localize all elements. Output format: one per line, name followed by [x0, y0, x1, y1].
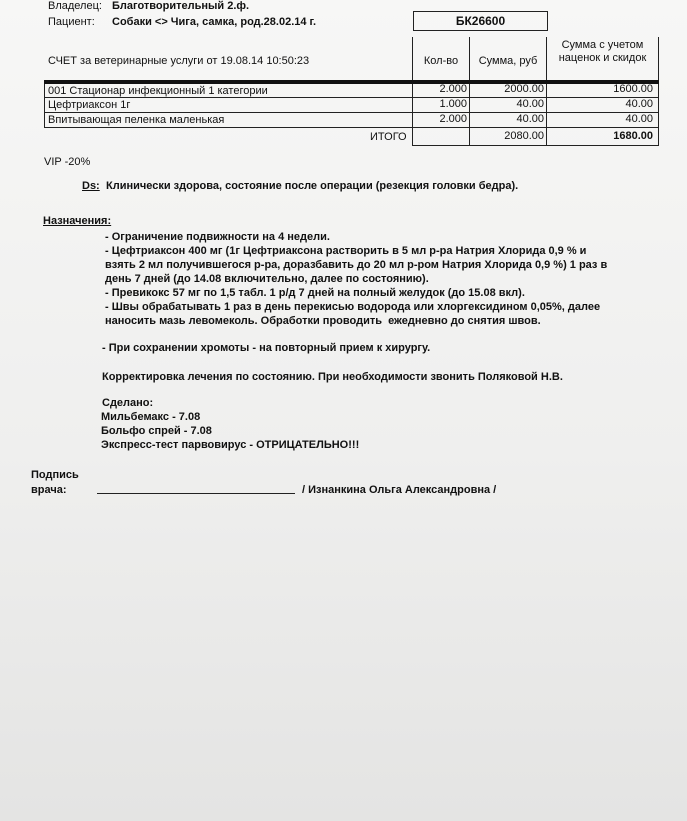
- row-discounted-sum: 40.00: [625, 98, 653, 110]
- row-discounted-sum: 40.00: [625, 113, 653, 125]
- signature-line: [97, 493, 295, 494]
- signature-label: Подпись врача:: [31, 469, 79, 496]
- patient-label: Пациент:: [48, 16, 95, 28]
- prescription-line: - Превикокс 57 мг по 1,5 табл. 1 р/д 7 дней на полный желудок (до 15.08 вкл).: [105, 287, 525, 299]
- done-item: Мильбемакс - 7.08: [101, 411, 201, 423]
- invoice-title: СЧЕТ за ветеринарные услуги от 19.08.14 10:50:23: [48, 55, 310, 67]
- done-label: Сделано:: [102, 397, 154, 409]
- column-header-qty: Кол-во: [423, 55, 459, 67]
- prescription-line: день 7 дней (до 14.08 включительно, далее по состоянию).: [105, 273, 429, 285]
- prescription-line: наносить мазь левомеколь. Обработки проводить ежедневно до снятия швов.: [105, 315, 541, 327]
- total-discounted-sum: 1680.00: [613, 130, 653, 142]
- diagnosis-value: Клинически здорова, состояние после операции (резекция головки бедра).: [106, 180, 519, 192]
- done-item: Экспресс-тест парвовирус - ОТРИЦАТЕЛЬНО!!!: [101, 439, 360, 451]
- total-sum: 2080.00: [504, 130, 544, 142]
- row-service-name: Впитывающая пеленка маленькая: [48, 114, 225, 126]
- column-header-discounted-sum: Сумма с учетом наценок и скидок: [558, 39, 647, 64]
- row-qty: 2.000: [439, 83, 467, 95]
- row-qty: 2.000: [439, 113, 467, 125]
- row-service-name: Цефтриаксон 1г: [48, 99, 131, 111]
- chromo-note: - При сохранении хромоты - на повторный прием к хирургу.: [102, 342, 431, 354]
- patient-value: Собаки <> Чига, самка, род.28.02.14 г.: [112, 16, 317, 28]
- owner-value: Благотворительный 2.ф.: [112, 0, 250, 12]
- row-discounted-sum: 1600.00: [613, 83, 653, 95]
- row-qty: 1.000: [439, 98, 467, 110]
- owner-label: Владелец:: [48, 0, 102, 12]
- invoice-code: БК26600: [413, 11, 548, 31]
- diagnosis-label: Ds:: [82, 180, 100, 192]
- row-sum: 2000.00: [504, 83, 544, 95]
- prescription-line: взять 2 мл получившегося р-ра, доразбавить до 20 мл р-ром Натрия Хлорида 0,9 %) 1 раз в: [105, 259, 608, 271]
- prescription-line: - Ограничение подвижности на 4 недели.: [105, 231, 330, 243]
- total-label: ИТОГО: [370, 131, 407, 143]
- row-service-name: 001 Стационар инфекционный 1 категории: [48, 85, 268, 97]
- prescription-line: - Цефтриаксон 400 мг (1г Цефтриаксона растворить в 5 мл р-ра Натрия Хлорида 0,9 % и: [105, 245, 587, 257]
- doctor-name: / Изнанкина Ольга Александровна /: [302, 484, 497, 496]
- column-header-sum: Сумма, руб: [478, 55, 538, 67]
- row-sum: 40.00: [516, 113, 544, 125]
- correction-note: Корректировка лечения по состоянию. При необходимости звонить Поляковой Н.В.: [102, 371, 563, 383]
- vip-discount: VIP -20%: [44, 156, 91, 168]
- prescription-line: - Швы обрабатывать 1 раз в день перекисью водорода или хлоргексидином 0,05%, далее: [105, 301, 601, 313]
- prescriptions-label: Назначения:: [43, 215, 112, 227]
- row-sum: 40.00: [516, 98, 544, 110]
- done-item: Больфо спрей - 7.08: [101, 425, 212, 437]
